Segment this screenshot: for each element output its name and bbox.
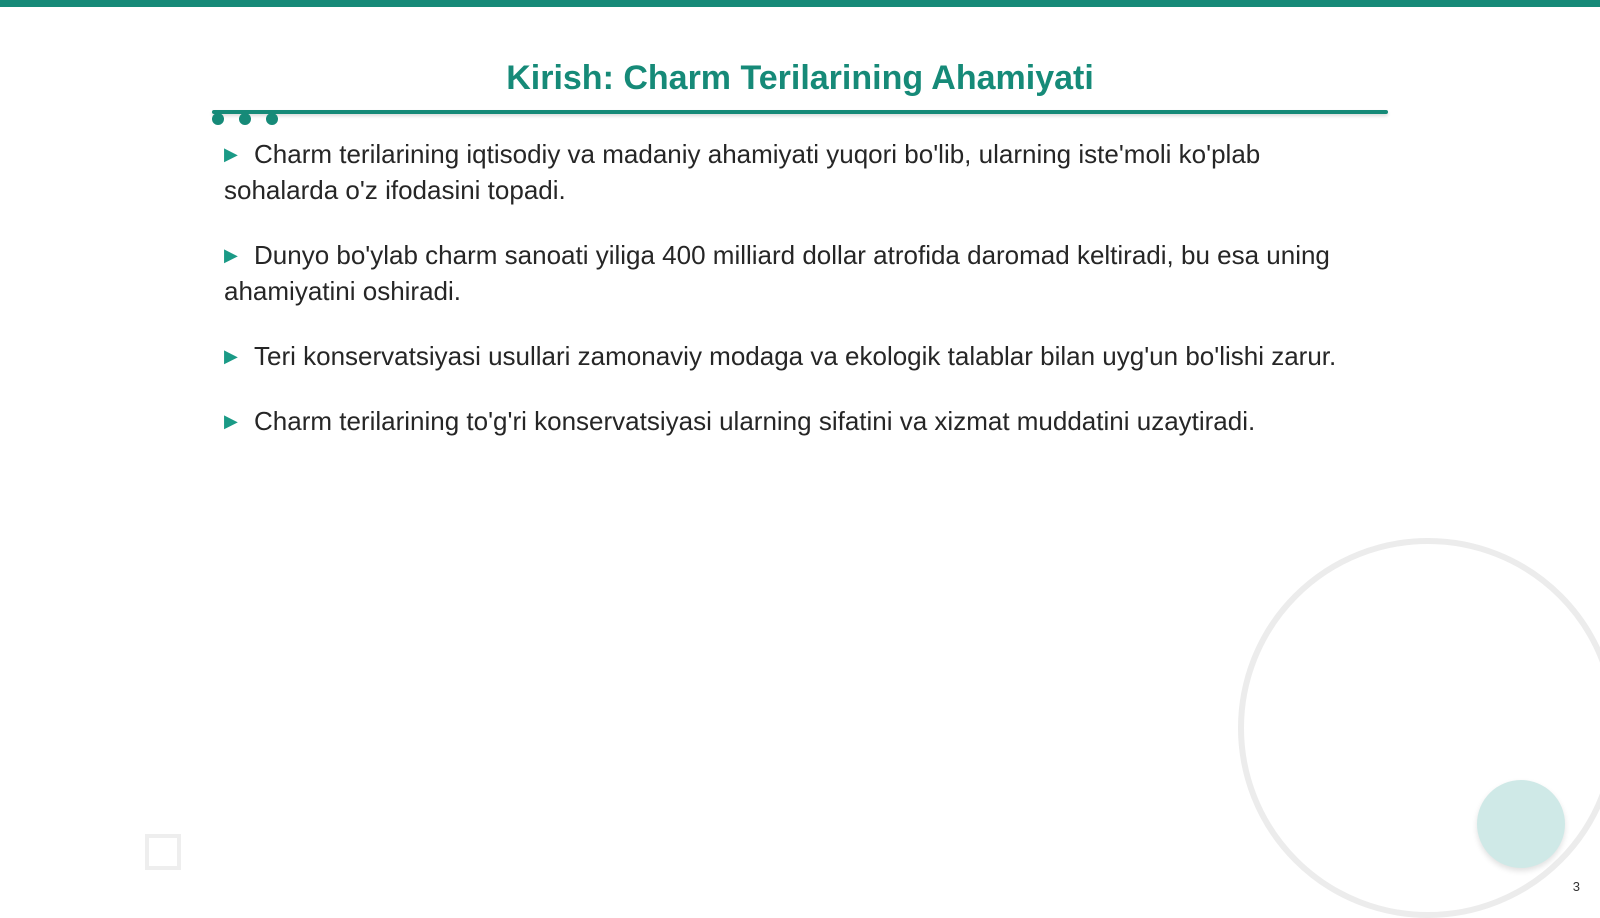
- decorative-circle: [1477, 780, 1565, 868]
- bullet-list: [224, 136, 1354, 468]
- decor-dot: [212, 113, 224, 125]
- bullet-item: [224, 136, 1354, 208]
- bullet-arrow-icon: ▶: [224, 144, 238, 164]
- bullet-item: [224, 403, 1354, 439]
- decor-dot: [239, 113, 251, 125]
- title-underline: [212, 110, 1388, 114]
- top-accent-bar: [0, 0, 1600, 7]
- page-number: 3: [1572, 879, 1580, 894]
- decor-dot: [266, 113, 278, 125]
- bullet-text: Dunyo bo'ylab charm sanoati yiliga 400 milliard dollar atrofida daromad keltiradi, bu esa uning ahamiyatini oshiradi.: [224, 240, 1330, 306]
- bullet-arrow-icon: ▶: [224, 411, 238, 431]
- bullet-text: Charm terilarining to'g'ri konservatsiyasi ularning sifatini va xizmat muddatini uzaytiradi.: [254, 406, 1256, 436]
- slide-title: Kirish: Charm Terilarining Ahamiyati: [506, 59, 1094, 97]
- bullet-item: [224, 338, 1354, 374]
- decorative-ring: [1238, 538, 1600, 918]
- bullet-arrow-icon: ▶: [224, 346, 238, 366]
- decorative-square: [145, 834, 181, 870]
- bullet-text: Charm terilarining iqtisodiy va madaniy ahamiyati yuqori bo'lib, ularning iste'moli ko'plab sohalarda o'z ifodasini topadi.: [224, 139, 1261, 205]
- bullet-item: [224, 237, 1354, 309]
- bullet-arrow-icon: ▶: [224, 245, 238, 265]
- bullet-text: Teri konservatsiyasi usullari zamonaviy modaga va ekologik talablar bilan uyg'un bo'lishi zarur.: [254, 341, 1337, 371]
